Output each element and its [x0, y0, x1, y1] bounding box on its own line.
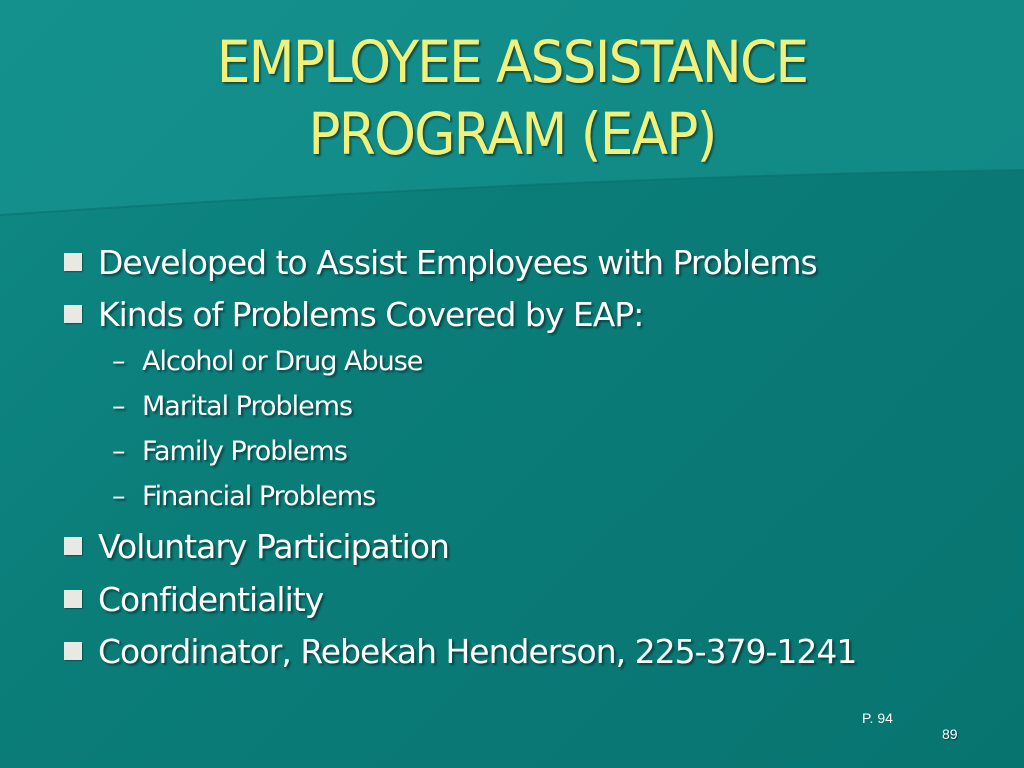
sub-bullet-text: Financial Problems — [142, 481, 376, 512]
bullet-text: Coordinator, Rebekah Henderson, 225-379-1241 — [98, 632, 857, 671]
bullet-text: Confidentiality — [98, 580, 324, 619]
square-bullet-icon — [64, 253, 82, 271]
sub-bullet-text: Alcohol or Drug Abuse — [142, 346, 423, 377]
bullet-item — [64, 295, 643, 334]
sub-bullet-item — [112, 481, 375, 512]
bullet-text: Developed to Assist Employees with Problems — [98, 243, 817, 282]
title-line-2: PROGRAM (EAP) — [308, 100, 716, 168]
sub-bullet-item — [112, 346, 422, 377]
sub-bullet-text: Marital Problems — [142, 391, 353, 422]
bullet-text: Kinds of Problems Covered by EAP: — [98, 295, 644, 334]
square-bullet-icon — [64, 537, 82, 555]
sub-bullet-item — [112, 391, 352, 422]
sub-bullet-text: Family Problems — [142, 436, 347, 467]
dash-bullet-icon: – — [112, 391, 125, 422]
dash-bullet-icon: – — [112, 481, 125, 512]
square-bullet-icon — [64, 642, 82, 660]
square-bullet-icon — [64, 305, 82, 323]
slide-number: 89 — [942, 726, 958, 742]
bullet-item — [64, 243, 817, 282]
title-line-1: EMPLOYEE ASSISTANCE — [216, 28, 808, 96]
page-reference: P. 94 — [862, 710, 893, 726]
sub-bullet-item — [112, 436, 347, 467]
bullet-text: Voluntary Participation — [98, 527, 449, 566]
square-bullet-icon — [64, 590, 82, 608]
bullet-item — [64, 632, 856, 671]
bullet-item — [64, 527, 449, 566]
dash-bullet-icon: – — [112, 436, 125, 467]
bullet-item — [64, 580, 323, 619]
dash-bullet-icon: – — [112, 346, 125, 377]
